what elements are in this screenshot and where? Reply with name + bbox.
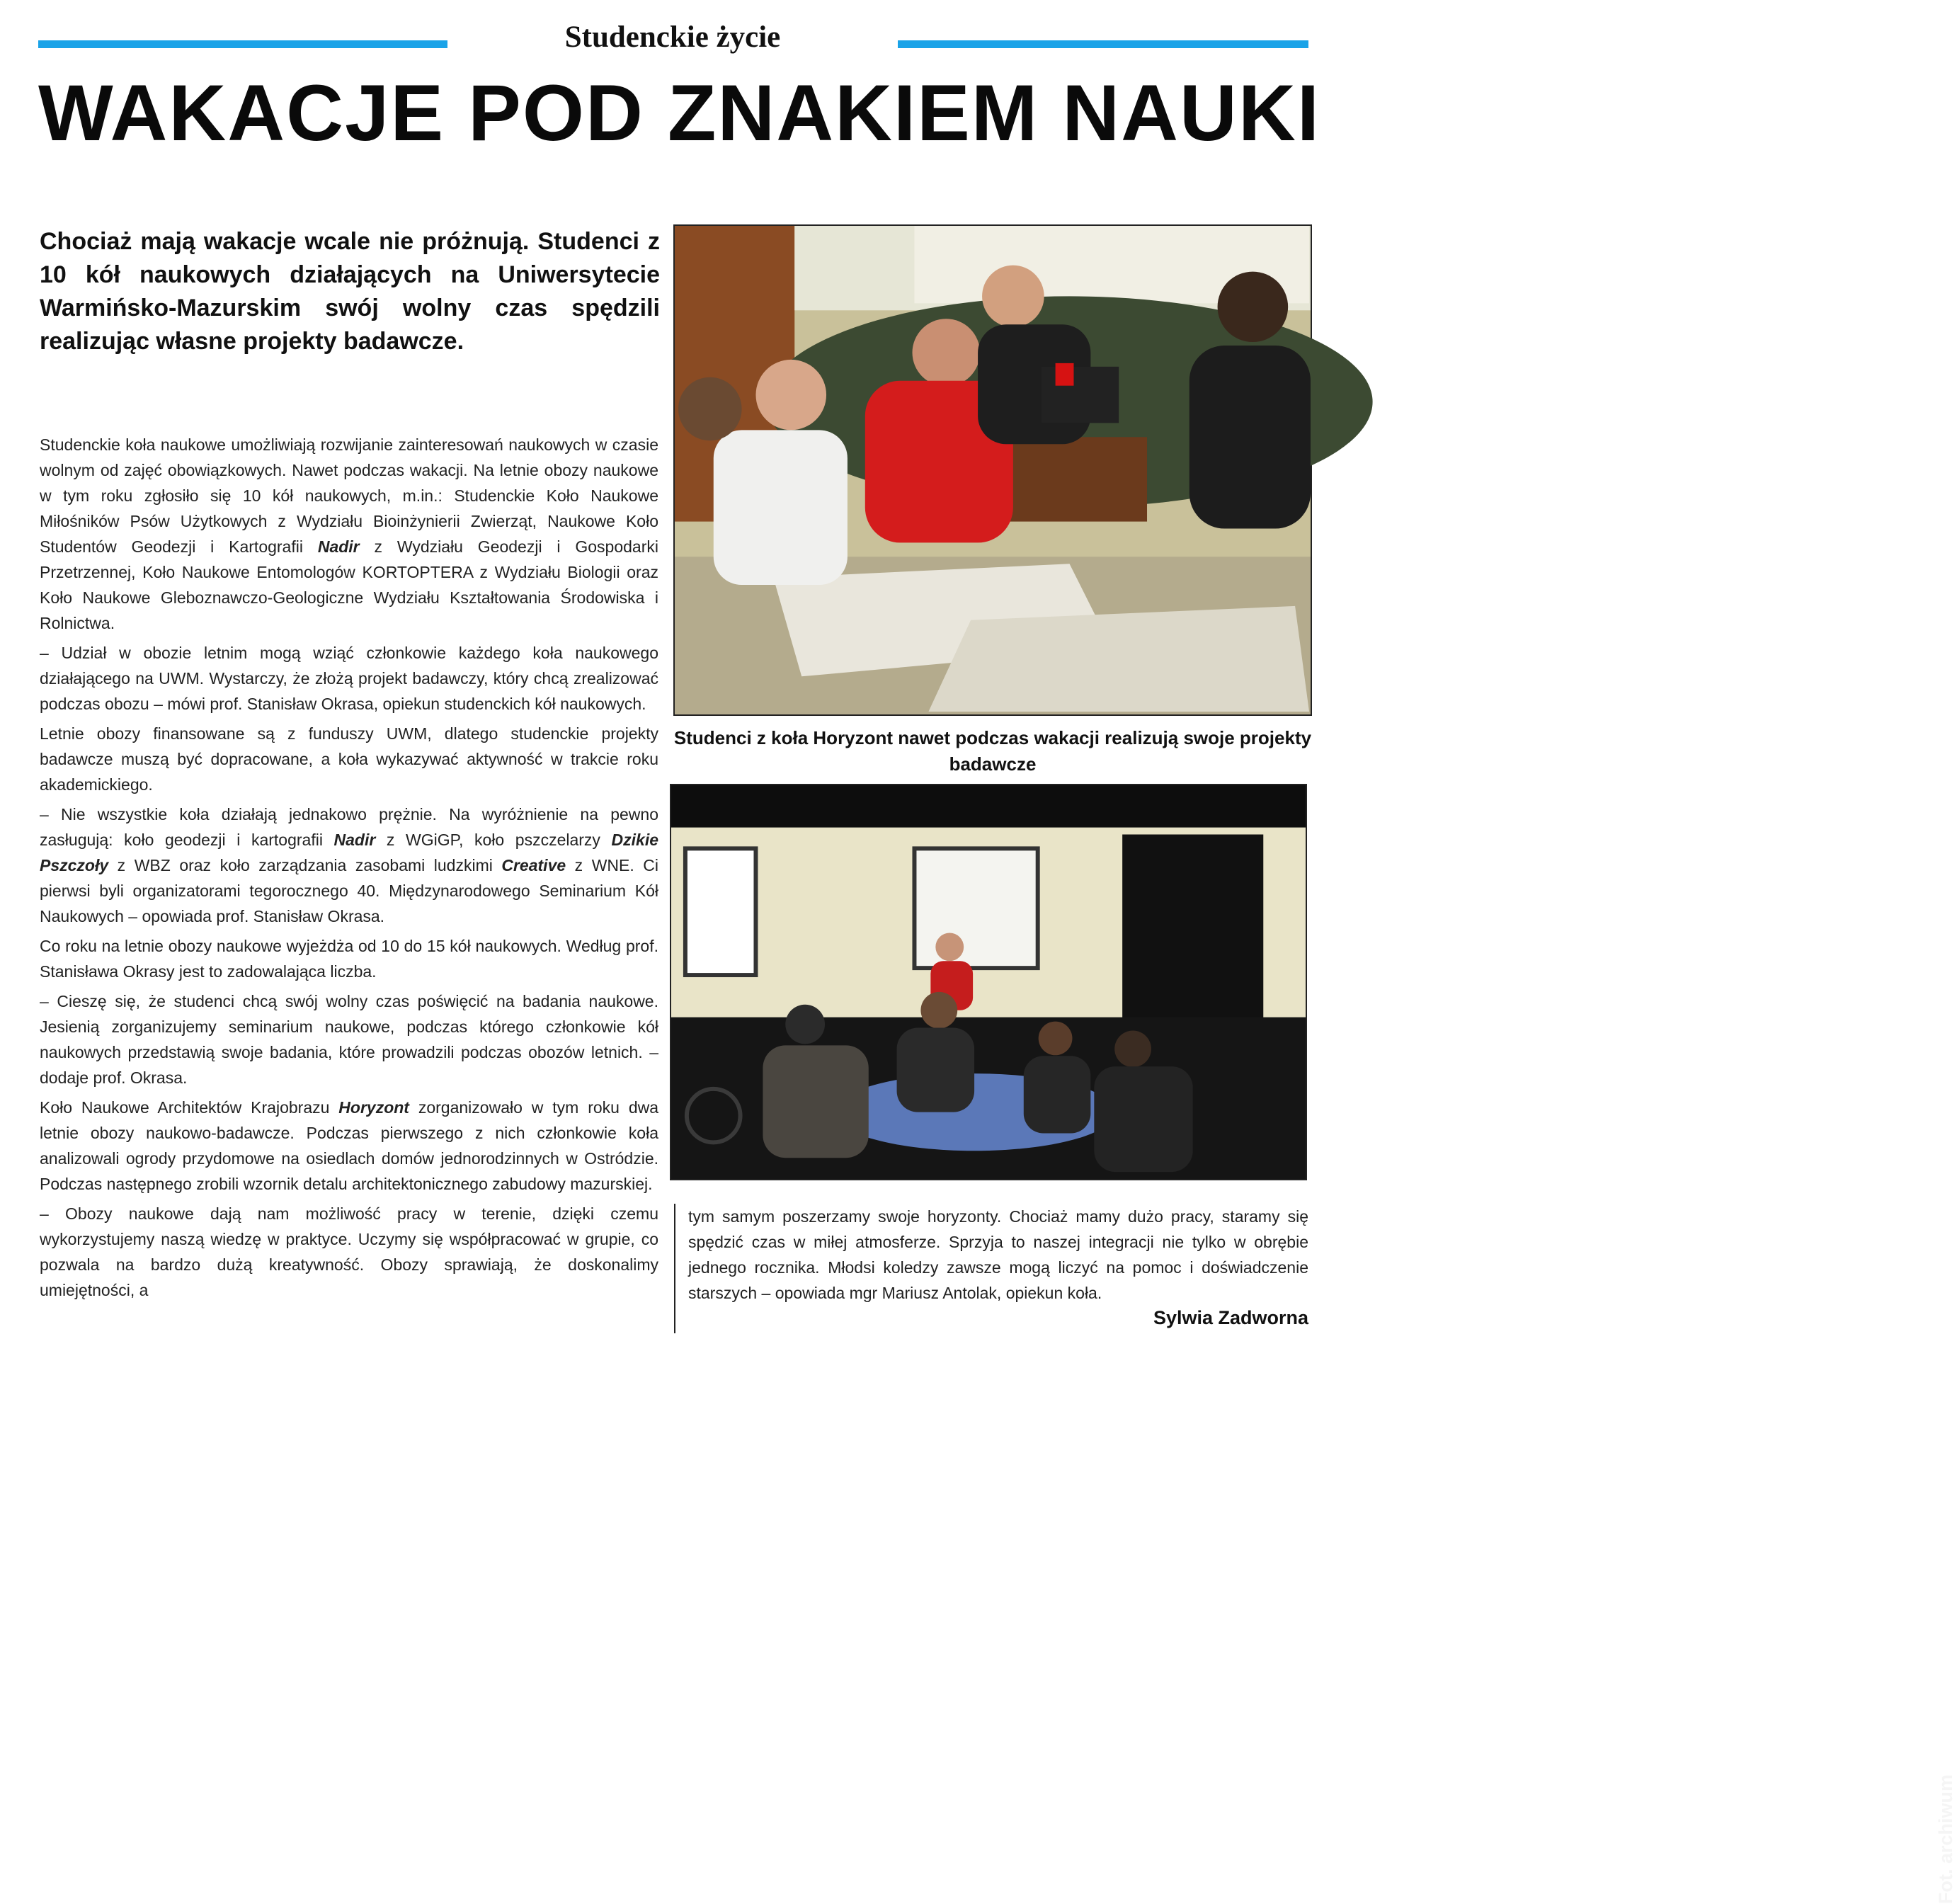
photo-students-with-maps [673,224,1312,716]
article-body-continued: tym samym poszerzamy swoje horyzonty. Chociaż mamy dużo pracy, staramy się spędzić czas w miłej atmosferze. Sprzyja to naszej integracji nie tylko w obrębie jednego rocznika. Młodsi koledzy zawsze mogą liczyć na pomoc i doświadczenie starszych – opowiada mgr Mariusz Antolak, opiekun koła. [688,1207,1308,1302]
paragraph-8: – Obozy naukowe dają nam możliwość pracy w terenie, dzięki czemu wykorzystujemy naszą wiedzę w praktyce. Uczymy się współpracować w grupie, co pozwala na bardzo dużą kreatywność. Obozy sprawiają, że doskonalimy umiejętności, a [40,1204,658,1299]
paragraph-3: Letnie obozy finansowane są z funduszy UWM, dlatego studenckie projekty badawcze muszą być dopracowane, a koła wykazywać aktywność w trakcie roku akademickiego. [40,724,658,794]
article-body-column [40,432,658,1307]
paragraph-6: – Cieszę się, że studenci chcą swój wolny czas poświęcić na badania naukowe. Jesienią zorganizujemy seminarium naukowe, podczas którego członkowie kół naukowych przedstawią swoje badania, które prowadzili podczas obozów letnich. – dodaje prof. Okrasa. [40,992,658,1087]
paragraph-2: – Udział w obozie letnim mogą wziąć członkowie każdego koła naukowego działającego na UWM. Wystarczy, że złożą projekt badawczy, który chcą zrealizować podczas obozu – mówi prof. Stanisław Okrasa, opiekun studenckich kół naukowych. [40,644,658,713]
photo1-caption: Studenci z koła Horyzont nawet podczas wakacji realizują swoje projekty badawcze [673,727,1312,775]
paragraph-5: Co roku na letnie obozy naukowe wyjeżdża od 10 do 15 kół naukowych. Według prof. Stanisława Okrasy jest to zadowalająca liczba. [40,937,658,981]
paragraph-4: – Nie wszystkie koła działają jednakowo prężnie. Na wyróżnienie na pewno zasługują: koło geodezji i kartografii Nadir z WGiGP, koło pszczelarzy Dzikie Pszczoły z WBZ oraz koło zarządzania zasobami ludzkimi Creative z WNE. Ci pierwsi byli organizatorami tegorocznego 40. Międzynarodowego Seminarium Kół Naukowych – opowiada prof. Stanisław Okrasa. [40,805,659,925]
photo2-credit: Fot. archiwum [1935,1774,1956,1904]
header-rule-left [38,40,447,48]
article-title: WAKACJE POD ZNAKIEM NAUKI [38,69,1320,157]
column-divider [674,1204,675,1333]
section-label: Studenckie życie [564,21,781,54]
header-rule-right [898,40,1308,48]
paragraph-7: Koło Naukowe Architektów Krajobrazu Horyzont zorganizowało w tym roku dwa letnie obozy naukowo-badawcze. Podczas pierwszego z nich członkowie koła analizowali ogrody przydomowe na osiedlach domów jednorodzinnych w Ostródzie. Podczas następnego zrobili wzornik detalu architektonicznego zabudowy mazurskiej. [40,1098,659,1193]
article-lead: Chociaż mają wakacje wcale nie próżnują. Studenci z 10 kół naukowych działających na Uniwersytecie Warmińsko-Mazurskim swój wolny czas spędzili realizując własne projekty badawcze. [40,228,660,355]
paragraph-1: Studenckie koła naukowe umożliwiają rozwijanie zainteresowań naukowych w czasie wolnym od zajęć obowiązkowych. Nawet podczas wakacji. Na letnie obozy naukowe w tym roku zgłosiło się 10 kół naukowych, m.in.: Studenckie Koło Naukowe Miłośników Psów Użytkowych z Wydziału Bioinżynierii Zwierząt, Naukowe Koło Studentów Geodezji i Kartografii Nadir z Wydziału Geodezji i Gospodarki Przetrzennej, Koło Naukowe Entomologów KORTOPTERA z Wydziału Biologii oraz Koło Naukowe Gleboznawczo-Geologiczne Wydziału Kształtowania Środowiska i Rolnictwa. [40,435,658,632]
article-author: Sylwia Zadworna [1153,1307,1308,1328]
